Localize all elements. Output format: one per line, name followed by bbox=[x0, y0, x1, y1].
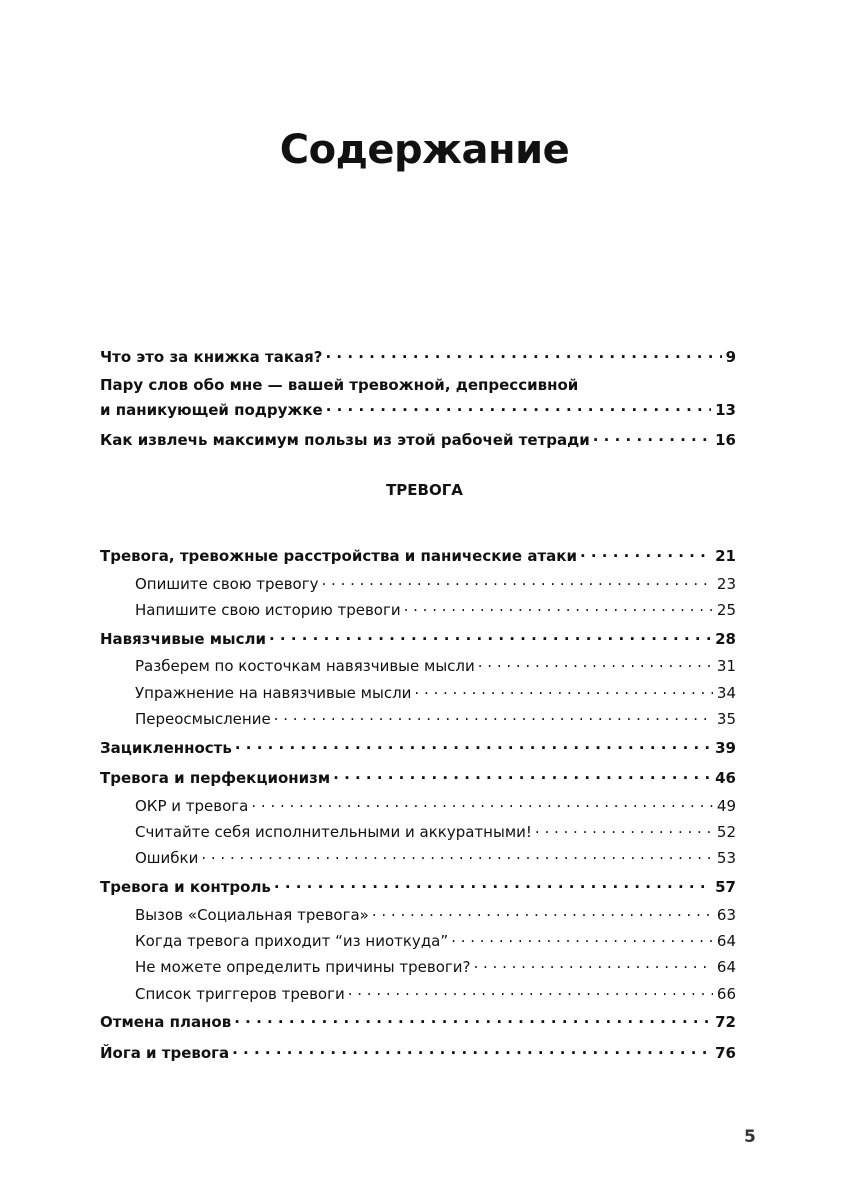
toc-subentry[interactable] bbox=[100, 680, 736, 702]
leader-dots bbox=[333, 765, 711, 783]
leader-dots bbox=[404, 597, 713, 615]
page-number: 5 bbox=[744, 1127, 756, 1147]
toc-entry-page: 13 bbox=[715, 401, 736, 419]
toc-entry-label: Вызов «Социальная тревога» bbox=[135, 906, 369, 924]
toc-entry-page: 53 bbox=[716, 849, 736, 867]
leader-dots bbox=[580, 543, 711, 561]
toc-entry-label: Тревога и контроль bbox=[100, 878, 271, 896]
leader-dots bbox=[326, 397, 711, 415]
toc-entry-label: Напишите свою историю тревоги bbox=[135, 601, 401, 619]
toc-entry-label: Как извлечь максимум пользы из этой рабочей тетради bbox=[100, 431, 590, 449]
toc-entry-label-line1: Пару слов обо мне — вашей тревожной, депрессивной bbox=[100, 376, 579, 394]
leader-dots bbox=[348, 981, 713, 999]
toc-entry-label: Опишите свою тревогу bbox=[135, 575, 319, 593]
toc-intro-3 bbox=[100, 427, 736, 449]
toc-entry-page: 57 bbox=[715, 878, 736, 896]
toc-entry-page: 34 bbox=[716, 684, 736, 702]
leader-dots bbox=[201, 845, 713, 863]
toc-subentry[interactable] bbox=[100, 928, 736, 950]
toc-subentry[interactable] bbox=[100, 571, 736, 593]
toc-entry-page: 66 bbox=[716, 985, 736, 1003]
toc-entry-label: Отмена планов bbox=[100, 1013, 232, 1031]
toc-entry-label: и паникующей подружке bbox=[100, 401, 323, 419]
leader-dots bbox=[322, 571, 713, 589]
toc-entry-label: Ошибки bbox=[135, 849, 199, 867]
toc-entry[interactable] bbox=[100, 376, 736, 419]
toc-entry-page: 46 bbox=[715, 769, 736, 787]
toc-subentry[interactable] bbox=[100, 793, 736, 815]
leader-dots bbox=[478, 653, 713, 671]
toc-subentry[interactable] bbox=[100, 597, 736, 619]
toc-entry-label: Когда тревога приходит “из ниоткуда” bbox=[135, 932, 449, 950]
leader-dots bbox=[535, 819, 713, 837]
toc-entry-label: Не можете определить причины тревоги? bbox=[135, 958, 471, 976]
toc-entry-label: Тревога, тревожные расстройства и панические атаки bbox=[100, 547, 577, 565]
toc-entry-page: 39 bbox=[715, 739, 736, 757]
toc-subentry[interactable] bbox=[100, 954, 736, 976]
toc-entry-page: 52 bbox=[716, 823, 736, 841]
toc-entry-page: 76 bbox=[715, 1044, 736, 1062]
toc-subentry[interactable] bbox=[100, 706, 736, 728]
toc-entry-label: Тревога и перфекционизм bbox=[100, 769, 331, 787]
toc-subentry[interactable] bbox=[100, 819, 736, 841]
leader-dots bbox=[232, 1040, 711, 1058]
toc-entry-page: 28 bbox=[715, 630, 736, 648]
leader-dots bbox=[414, 680, 713, 698]
leader-dots bbox=[451, 928, 713, 946]
toc-entry-page: 72 bbox=[715, 1013, 736, 1031]
leader-dots bbox=[269, 626, 711, 644]
page-title: Содержание bbox=[279, 127, 570, 173]
toc-intro-1 bbox=[100, 344, 736, 366]
toc-entry[interactable] bbox=[100, 626, 736, 648]
toc-entry-page: 31 bbox=[716, 657, 736, 675]
toc-entry-label: Разберем по косточкам навязчивые мысли bbox=[135, 657, 475, 675]
toc-entry[interactable] bbox=[100, 344, 736, 366]
toc-entry[interactable] bbox=[100, 1009, 736, 1031]
toc-entry-label: Зацикленность bbox=[100, 739, 232, 757]
toc-subentry[interactable] bbox=[100, 653, 736, 675]
toc-entry-label: Переосмысление bbox=[135, 710, 271, 728]
leader-dots bbox=[593, 427, 711, 445]
toc-entry-label: Считайте себя исполнительными и аккуратными! bbox=[135, 823, 532, 841]
leader-dots bbox=[274, 874, 711, 892]
leader-dots bbox=[251, 793, 713, 811]
toc-entry-label: Упражнение на навязчивые мысли bbox=[135, 684, 412, 702]
toc-entry-label: ОКР и тревога bbox=[135, 797, 249, 815]
toc-intro-2 bbox=[100, 376, 736, 419]
toc-entry-page: 9 bbox=[725, 348, 736, 366]
toc-entry-page: 49 bbox=[716, 797, 736, 815]
toc-entry[interactable] bbox=[100, 765, 736, 787]
toc-entry-label: Йога и тревога bbox=[100, 1044, 230, 1062]
toc-subentry[interactable] bbox=[100, 902, 736, 924]
toc-entry[interactable] bbox=[100, 735, 736, 757]
toc-entry-page: 35 bbox=[716, 710, 736, 728]
toc-entry-page: 63 bbox=[716, 906, 736, 924]
toc-entry-label: Что это за книжка такая? bbox=[100, 348, 323, 366]
toc-entry-page: 16 bbox=[715, 431, 736, 449]
toc-entry-page: 64 bbox=[716, 958, 736, 976]
toc-entry[interactable] bbox=[100, 874, 736, 896]
leader-dots bbox=[274, 706, 713, 724]
leader-dots bbox=[372, 902, 713, 920]
leader-dots bbox=[234, 1009, 711, 1027]
toc-entry-page: 64 bbox=[716, 932, 736, 950]
section-heading: ТРЕВОГА bbox=[386, 481, 463, 499]
toc-entry-label: Навязчивые мысли bbox=[100, 630, 266, 648]
toc-entry[interactable] bbox=[100, 543, 736, 565]
toc-entry-label: Список триггеров тревоги bbox=[135, 985, 345, 1003]
toc-entry[interactable] bbox=[100, 427, 736, 449]
leader-dots bbox=[235, 735, 711, 753]
toc-subentry[interactable] bbox=[100, 845, 736, 867]
toc-subentry[interactable] bbox=[100, 981, 736, 1003]
toc-entry[interactable] bbox=[100, 1040, 736, 1062]
toc-entry-page: 25 bbox=[716, 601, 736, 619]
leader-dots bbox=[473, 954, 712, 972]
leader-dots bbox=[325, 344, 721, 362]
toc-entry-page: 23 bbox=[716, 575, 736, 593]
toc-entry-page: 21 bbox=[715, 547, 736, 565]
